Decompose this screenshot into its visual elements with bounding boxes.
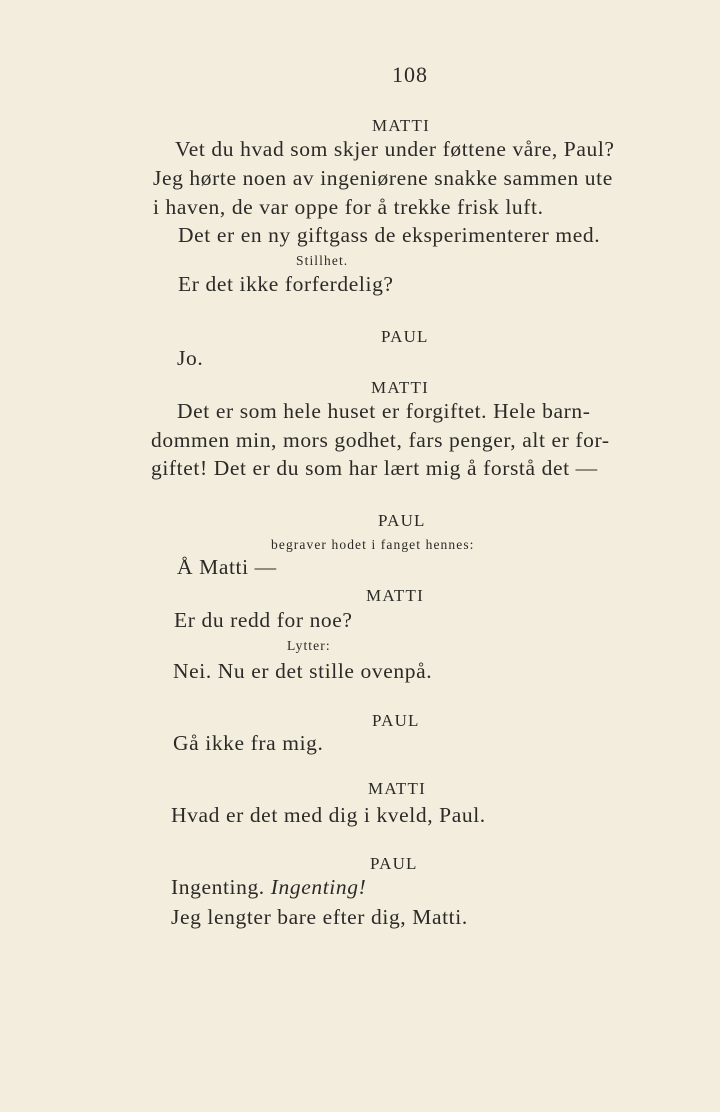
dialogue-line: Vet du hvad som skjer under føttene våre, Paul? — [175, 137, 615, 161]
dialogue-line: Det er som hele huset er forgiftet. Hele barn- — [177, 399, 591, 423]
speaker-name: PAUL — [381, 327, 429, 346]
speaker-name: MATTI — [371, 378, 429, 397]
stage-direction: Stillhet. — [296, 253, 349, 268]
stage-direction: Lytter: — [287, 638, 331, 653]
dialogue-line — [171, 874, 366, 900]
page-number: 108 — [392, 62, 428, 87]
dialogue-text-italic: Ingenting! — [270, 875, 367, 899]
dialogue-line: Jeg lengter bare efter dig, Matti. — [171, 905, 468, 929]
speaker-name: MATTI — [372, 116, 430, 135]
dialogue-line: Er du redd for noe? — [174, 608, 353, 632]
dialogue-line: Er det ikke forferdelig? — [178, 272, 394, 296]
dialogue-line: Nei. Nu er det stille ovenpå. — [173, 659, 433, 683]
dialogue-line: Å Matti — — [177, 555, 277, 579]
dialogue-line: giftet! Det er du som har lært mig å forstå det — — [151, 456, 598, 480]
stage-direction: begraver hodet i fanget hennes: — [271, 537, 475, 552]
speaker-name: MATTI — [368, 779, 426, 798]
dialogue-line: Hvad er det med dig i kveld, Paul. — [171, 803, 486, 827]
speaker-name: PAUL — [372, 711, 420, 730]
dialogue-line: Jo. — [177, 346, 204, 370]
dialogue-text: Ingenting. — [171, 875, 265, 899]
speaker-name: PAUL — [378, 511, 426, 530]
speaker-name: MATTI — [366, 586, 424, 605]
dialogue-line: Det er en ny giftgass de eksperimenterer med. — [178, 223, 601, 247]
speaker-name: PAUL — [370, 854, 418, 873]
dialogue-line: i haven, de var oppe for å trekke frisk luft. — [153, 195, 544, 219]
dialogue-line: Jeg hørte noen av ingeniørene snakke sammen ute — [153, 166, 613, 190]
dialogue-line: Gå ikke fra mig. — [173, 731, 324, 755]
dialogue-line: dommen min, mors godhet, fars penger, alt er for- — [151, 428, 610, 452]
